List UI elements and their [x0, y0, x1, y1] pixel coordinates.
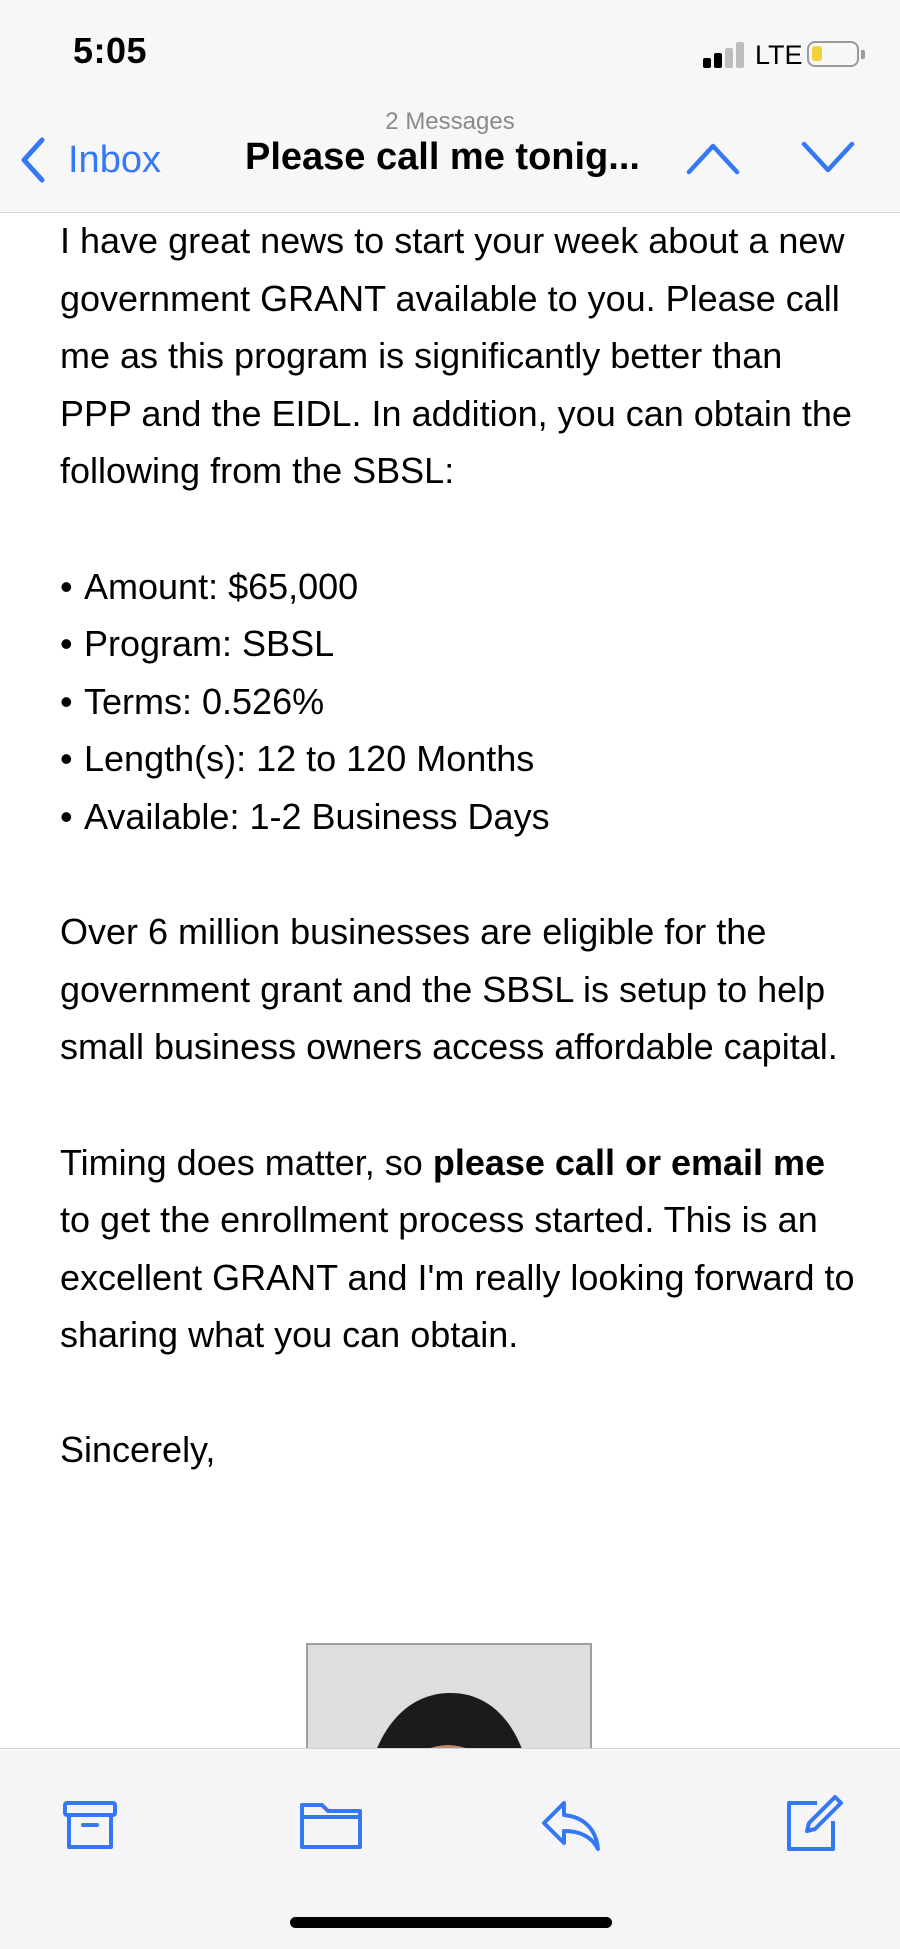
- list-item: • Terms: 0.526%: [60, 673, 860, 731]
- previous-message-icon[interactable]: [685, 138, 741, 178]
- nav-bar: [0, 108, 900, 213]
- timing-bold: please call or email me: [432, 1141, 826, 1183]
- list-item: • Available: 1-2 Business Days: [60, 788, 860, 846]
- next-message-icon[interactable]: [800, 138, 856, 178]
- timing-suffix: to get the enrollment process started. This is an excellent GRANT and I'm really looking forward to sharing what you can obtain.: [60, 1199, 855, 1356]
- status-time: 5:05: [73, 30, 148, 71]
- status-bar: [0, 0, 900, 108]
- signal-icon: [703, 42, 747, 68]
- email-subject: Please call me tonig...: [245, 136, 640, 178]
- compose-icon[interactable]: [777, 1789, 847, 1859]
- list-item: • Program: SBSL: [60, 615, 860, 673]
- signoff: Sincerely,: [60, 1429, 216, 1471]
- battery-icon: [807, 41, 859, 67]
- intro-paragraph: I have great news to start your week about a new government GRANT available to you. Please call me as this program is significantly better than PPP and the EIDL. In addition, you can obtain the following from the SBSL:: [60, 220, 852, 492]
- list-item: • Length(s): 12 to 120 Months: [60, 730, 860, 788]
- bullet-text: Amount: $65,000: [84, 565, 359, 607]
- bullet-text: Program: SBSL: [84, 623, 335, 665]
- bullet-text: Available: 1-2 Business Days: [84, 795, 550, 837]
- reply-icon[interactable]: [536, 1789, 606, 1859]
- eligibility-paragraph: Over 6 million businesses are eligible for the government grant and the SBSL is setup to help small business owners access affordable capital.: [60, 911, 838, 1068]
- bullet-text: Length(s): 12 to 120 Months: [84, 738, 535, 780]
- back-label: Inbox: [68, 138, 161, 181]
- sender-photo: [306, 1643, 592, 1748]
- list-item: • Amount: $65,000: [60, 558, 860, 616]
- timing-paragraph: [60, 1134, 860, 1364]
- timing-prefix: Timing does matter, so: [60, 1141, 433, 1183]
- home-indicator: [290, 1917, 612, 1928]
- bottom-toolbar: [0, 1748, 900, 1949]
- network-label: LTE: [755, 40, 803, 70]
- chevron-left-icon: [18, 136, 48, 184]
- email-body: [60, 212, 860, 1748]
- back-to-inbox-button[interactable]: [18, 130, 161, 190]
- archive-icon[interactable]: [55, 1789, 125, 1859]
- folder-icon[interactable]: [296, 1789, 366, 1859]
- bullet-text: Terms: 0.526%: [84, 680, 325, 722]
- message-count: 2 Messages: [385, 108, 515, 135]
